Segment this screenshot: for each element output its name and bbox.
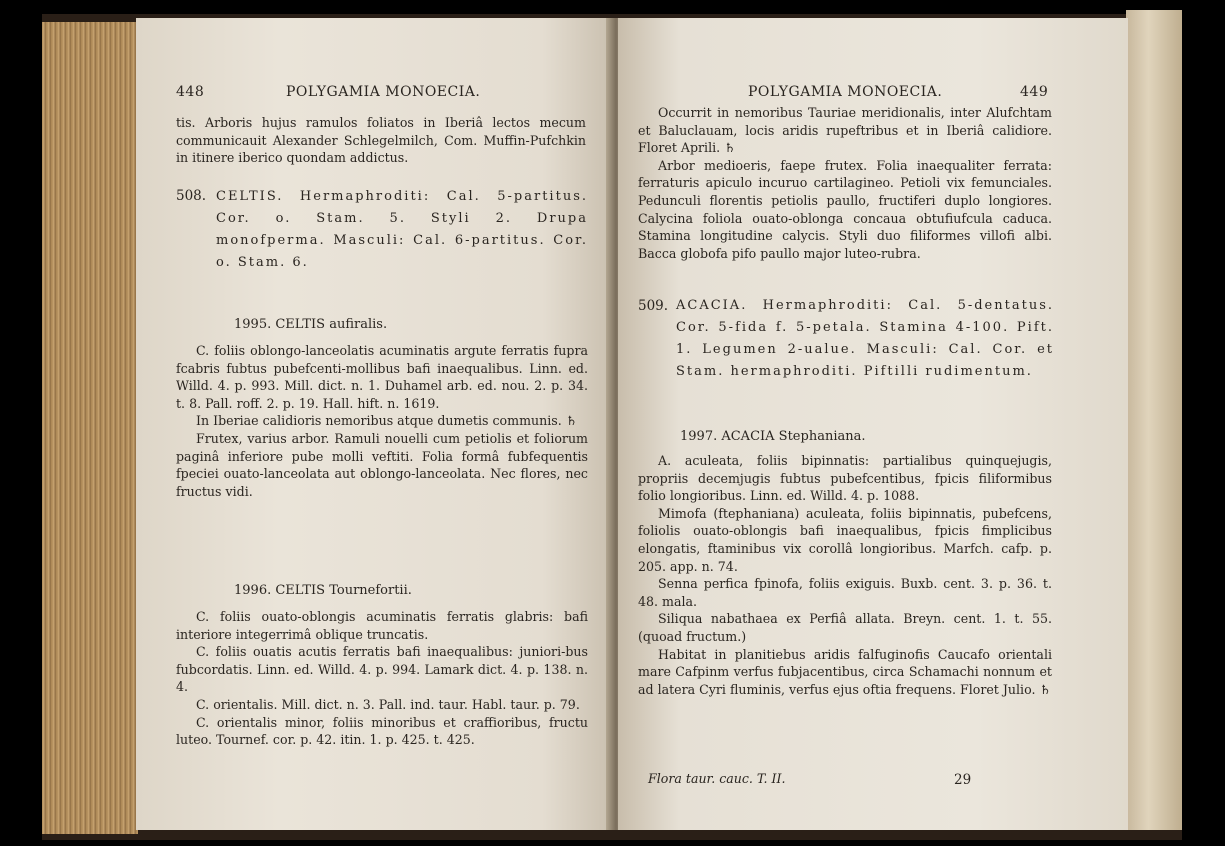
species-1997-synonym-1: Mimofa (ftephaniana) aculeata, foliis bipinnatis, pubefcens, foliolis ouato-oblongis bafi inaequalibus, fpicis fimplicibus elongatis, ftaminibus vix corollâ longioribus. Marfch. cafp. p. 205. app. n. 74. xyxy=(638,505,1052,574)
genus-509-number: 509. xyxy=(638,298,669,314)
species-1997-habitat: Habitat in planitiebus aridis falfuginofis Caucafo orientali mare Cafpinm verfus fubjacentibus, circa Schamachi nonnum et ad latera Cyri fluminis, verfus ejus oftia frequens. Floret Julio. ♄ xyxy=(638,646,1052,697)
left-page-number: 448 xyxy=(176,84,205,100)
species-1996-synonym-2: C. orientalis. Mill. dict. n. 3. Pall. ind. taur. Habl. taur. p. 79. xyxy=(196,696,580,712)
species-1997-title xyxy=(680,428,1020,446)
species-1995-title-text: 1995. CELTIS aufiralis. xyxy=(234,317,388,332)
species-1995-habitat: In Iberiae calidioris nemoribus atque dumetis communis. ♄ xyxy=(196,413,578,429)
left-page-edges xyxy=(42,22,138,834)
footer-title-text: Flora taur. cauc. T. II. xyxy=(648,771,786,786)
right-page-edges xyxy=(1126,10,1182,830)
species-1995-diagnosis: C. foliis oblongo-lanceolatis acuminatis argute ferratis fupra fcabris fubtus pubefcenti-mollibus bafi inaequalibus. Linn. ed. Willd. 4. p. 993. Mill. dict. n. 1. Duhamel arb. ed. nou. 2. p. 34. t. 8. Pall. roff. 2. p. 19. Hall. hift. n. 1619. xyxy=(176,343,588,411)
species-1996-description: Arbor medioeris, faepe frutex. Folia inaequaliter ferrata: ferraturis apiculo incuruo cartilagineo. Petioli vix femunciales. Pedunculi florentis petiolis paullo, fructiferi duplo longiores. Calycina foliola ouato-oblonga concaua obtufiufcula caduca. Stamina longitudine calycis. Styli duo filiformes villofi albi. Bacca globofa pifo paullo major luteo-rubra. xyxy=(638,157,1052,261)
species-1997-diagnosis: A. aculeata, foliis bipinnatis: partialibus quinquejugis, propriis decemjugis fubtus pubefcentibus, fpicis filiformibus folio longioribus. Linn. ed. Willd. 4. p. 1088. xyxy=(638,453,1052,504)
species-1997-body xyxy=(638,452,1052,698)
left-continuation xyxy=(176,114,586,167)
genus-508-text: CELTIS. Hermaphroditi: Cal. 5-partitus. Cor. o. Stam. 5. Styli 2. Drupa monofperma. Masculi: Cal. 6-partitus. Cor. o. Stam. 6. xyxy=(216,189,588,270)
species-1995-title xyxy=(234,316,574,334)
species-1996-synonym-3: C. orientalis minor, foliis minoribus et craffioribus, fructu luteo. Tournef. cor. p. 42. itin. 1. p. 425. t. 425. xyxy=(176,714,588,748)
genus-509-description xyxy=(676,295,1054,383)
genus-508-number: 508. xyxy=(176,188,207,204)
species-1996-occurrence: Occurrit in nemoribus Tauriae meridionalis, inter Alufchtam et Baluclauam, locis aridis rupeftribus et in Iberiâ calidiore. Floret Aprili. ♄ xyxy=(638,105,1052,156)
genus-508-description xyxy=(216,186,588,274)
species-1996-synonym-1: C. foliis ouatis acutis ferratis bafi inaequalibus: juniori-bus fubcordatis. Linn. ed. Willd. 4. p. 994. Lamark dict. 4. p. 138. n. 4. xyxy=(176,644,588,695)
species-1996-title-text: 1996. CELTIS Tournefortii. xyxy=(234,583,412,598)
species-1997-synonym-2: Senna perfica fpinofa, foliis exiguis. Buxb. cent. 3. p. 36. t. 48. mala. xyxy=(638,576,1052,609)
species-1997-synonym-3: Siliqua nabathaea ex Perfiâ allata. Breyn. cent. 1. t. 55. (quoad fructum.) xyxy=(638,611,1052,644)
right-page-number: 449 xyxy=(1020,84,1049,100)
continuation-text: tis. Arboris hujus ramulos foliatos in Iberiâ lectos mecum communicauit Alexander Schlegelmilch, Com. Muffin-Pufchkin in itinere iberico quondam addictus. xyxy=(176,115,586,166)
signature-mark: 29 xyxy=(954,772,972,788)
right-page xyxy=(618,18,1128,830)
footer-title xyxy=(648,770,848,788)
species-1996-diagnosis: C. foliis ouato-oblongis acuminatis ferratis glabris: bafi interiore integerrimâ oblique truncatis. xyxy=(176,609,588,642)
genus-509-text: ACACIA. Hermaphroditi: Cal. 5-dentatus. Cor. 5-fida f. 5-petala. Stamina 4-100. Pift. 1. Legumen 2-ualue. Masculi: Cal. Cor. et Stam. hermaphroditi. Piftilli rudimentum. xyxy=(676,298,1054,379)
species-1995-body xyxy=(176,342,588,500)
right-running-head: POLYGAMIA MONOECIA. xyxy=(748,84,943,100)
left-running-head: POLYGAMIA MONOECIA. xyxy=(286,84,481,100)
species-1996-continued xyxy=(638,104,1052,262)
species-1995-description: Frutex, varius arbor. Ramuli nouelli cum petiolis et foliorum paginâ inferiore pube molli veftiti. Folia formâ fubfequentis fpeciei ouato-lanceolata aut oblongo-lanceolata. Nec flores, nec fructus vidi. xyxy=(176,430,588,499)
left-page xyxy=(136,18,614,830)
species-1997-title-text: 1997. ACACIA Stephaniana. xyxy=(680,429,866,444)
species-1996-title xyxy=(234,582,574,600)
species-1996-body xyxy=(176,608,588,749)
